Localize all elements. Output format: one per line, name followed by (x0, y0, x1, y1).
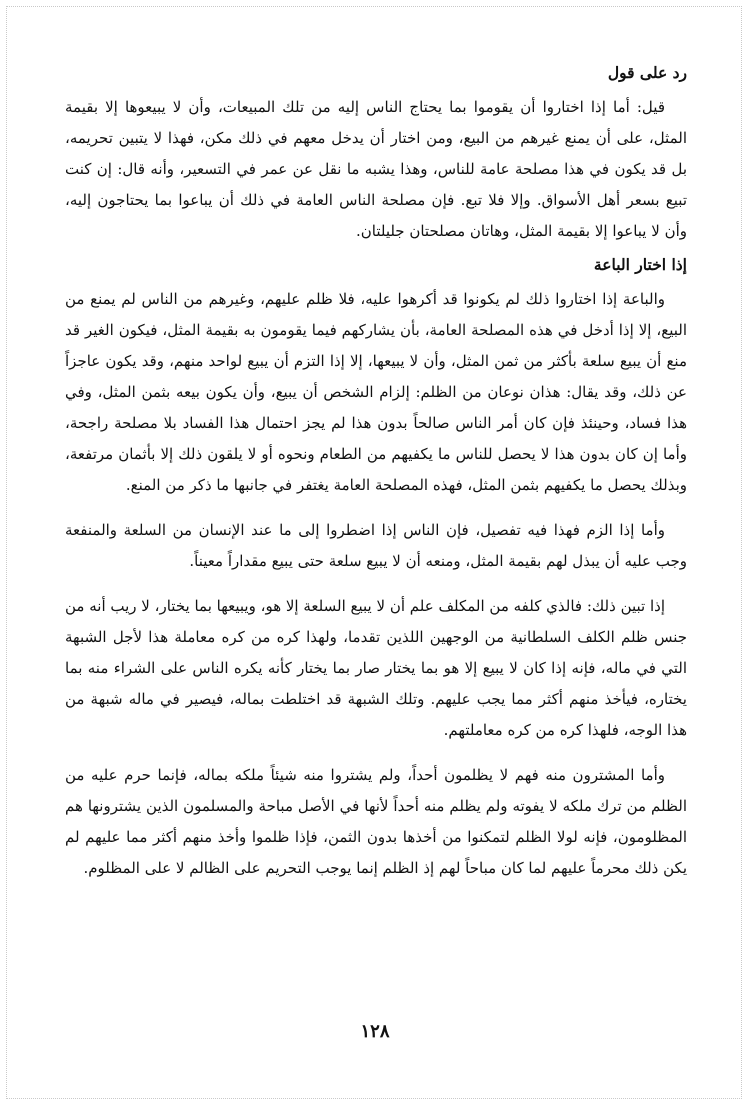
book-page (6, 6, 742, 1099)
paragraph-obligation: وأما إذا الزم فهذا فيه تفصيل، فإن الناس إذا اضطروا إلى ما عند الإنسان من السلعة والمنفعة وجب عليه أن يبذل لهم بقيمة المثل، ومنعه أن لا يبيع سلعة حتى يبيع مقداراً معيناً. (65, 521, 687, 570)
section-heading-sellers: إذا اختار الباعة (593, 255, 687, 274)
paragraph-reply: قيل: أما إذا اختاروا أن يقوموا بما يحتاج الناس إليه من تلك المبيعات، وأن لا يبيعوها إلا بقيمة المثل، على أن يمنع غيرهم من البيع، ومن اختار أن يدخل معهم في ذلك مكن، فهذا لا يتبين تحريمه، بل قد يكون في هذا مصلحة عامة للناس، وهذا يشبه ما نقل عن عمر في التسعير، وأنه قال: إن كنت تبيع بسعر أهل الأسواق. وإلا فلا تبع. فإن مصلحة الناس العامة في ذلك أن يباعوا بما يحتاجون إليه، وأن لا يباعوا إلا بقيمة المثل، وهاتان مصلحتان جليلتان. (65, 98, 687, 240)
page-number: ١٢٨ (360, 1021, 390, 1042)
paragraph-sellers: والباعة إذا اختاروا ذلك لم يكونوا قد أكرهوا عليه، فلا ظلم عليهم، وغيرهم من الناس لم يمنع من البيع، إلا إذا أدخل في هذه المصلحة العامة، بأن يشاركهم فيما يقومون به بقيمة المثل، فيكون الغير قد منع أن يبيع سلعة بأكثر من ثمن المثل، وأن لا يبيعها، إلا إذا التزم أن يبيع لواحد منهم، وقد يكون عاجزاً عن ذلك، وقد يقال: هذان نوعان من الظلم: إلزام الشخص أن يبيع، وأن يكون بيعه بثمن المثل، وفي هذا فساد، وحينئذ فإن كان أمر الناس صالحاً بدون هذا لم يجز احتمال هذا الفساد بلا مصلحة راجحة، وأما إن كان بدون هذا لا يحصل للناس ما يكفيهم من الطعام ونحوه أو لا يلقون ذلك إلا بأثمان مرتفعة، وبذلك يحصل ما يكفيهم بثمن المثل، فهذه المصلحة العامة يغتفر في جانبها ما ذكر من المنع. (65, 290, 687, 494)
section-heading-reply: رد على قول (607, 63, 687, 82)
paragraph-clarification: إذا تبين ذلك: فالذي كلفه من المكلف علم أن لا يبيع السلعة إلا هو، ويبيعها بما يختار، لا ريب أنه من جنس ظلم الكلف السلطانية من الوجهين اللذين تقدما، ولهذا كره من كره معاملة هذا لأجل الشبهة التي في ماله، فإنه إذا كان لا يبيع إلا هو بما يختار صار بما يختار كأنه يكره الناس على الشراء منه بما يختاره، فيأخذ منهم أكثر مما يجب عليهم. وتلك الشبهة قد اختلطت بماله، فيصير في ماله شبهة من هذا الوجه، فلهذا كره من كره معاملتهم. (65, 597, 687, 739)
page-content (65, 57, 687, 884)
paragraph-buyers: وأما المشترون منه فهم لا يظلمون أحداً، ولم يشتروا منه شيئاً ملكه بماله، فإنما حرم عليه من الظلم من ترك ملكه لا يفوته ولم يظلم منه أحداً لأنها في الأصل مباحة والمسلمون الذين يشترونها هم المظلومون، فإنه لولا الظلم لتمكنوا من أخذها بدون الثمن، فإذا ظلموا وأخذ منهم أكثر مما عليهم لم يكن ذلك محرماً عليهم لما كان مباحاً لهم إذ الظلم إنما يوجب التحريم على الظالم لا على المظلوم. (65, 766, 687, 877)
